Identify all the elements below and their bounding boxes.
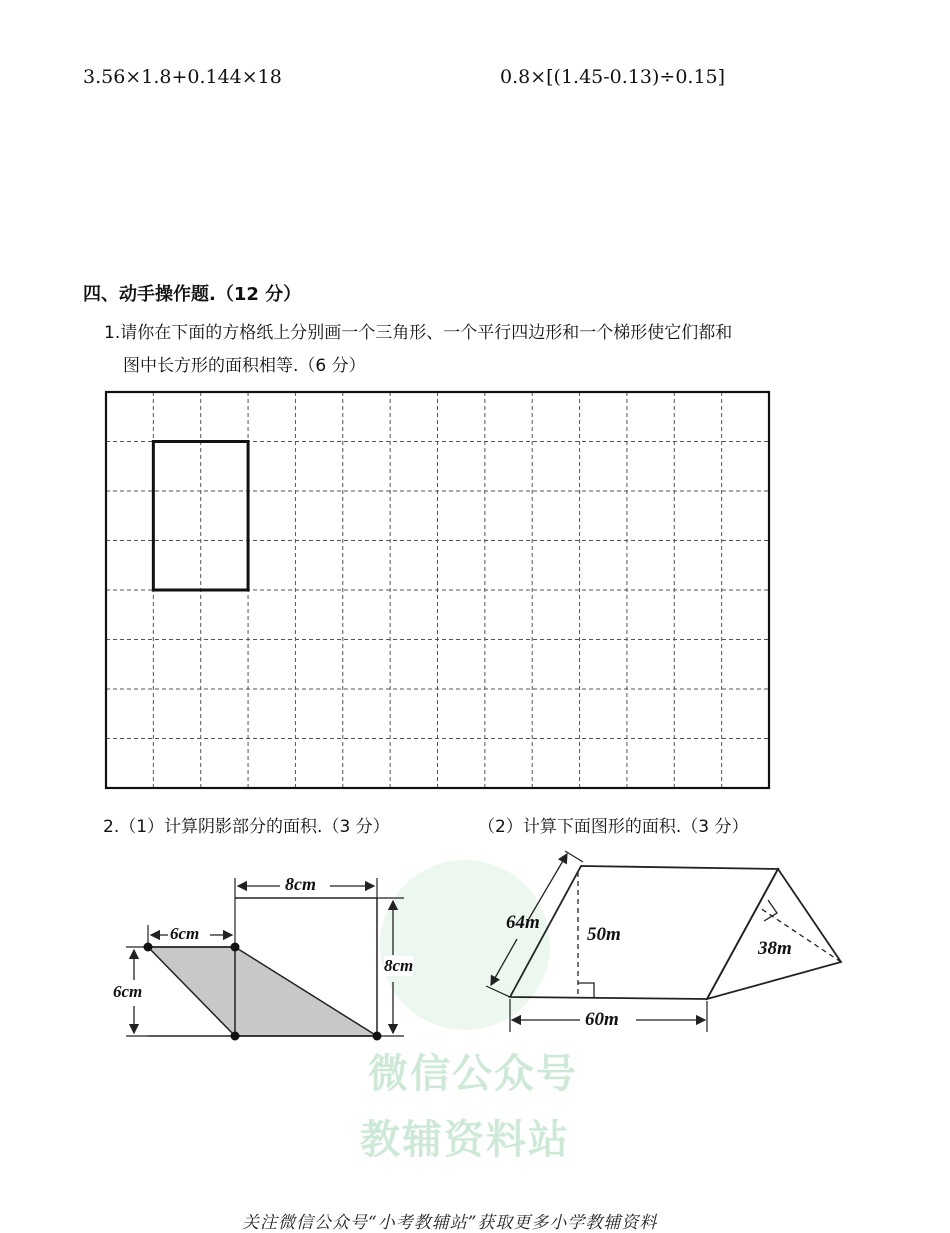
- label-left-width: 6cm: [170, 924, 200, 943]
- question-2-part1: 2.（1）计算阴影部分的面积.（3 分）: [103, 817, 390, 837]
- label-slant: 64m: [506, 912, 540, 933]
- label-tri-height: 38m: [758, 938, 792, 959]
- dim-64m-tick2: [486, 986, 510, 997]
- footer-note: 关注微信公众号“小考教辅站”获取更多小学教辅资料: [242, 1213, 658, 1233]
- dim-64m-b: [491, 939, 517, 985]
- expression-right: 0.8×[(1.45-0.13)÷0.15]: [500, 66, 726, 88]
- question-1-line2: 图中长方形的面积相等.（6 分）: [123, 356, 366, 376]
- watermark-line2: 教辅资料站: [360, 1117, 570, 1163]
- triangle: [707, 869, 841, 999]
- right-angle-mark-1: [578, 983, 594, 997]
- label-base: 60m: [585, 1009, 619, 1030]
- question-2-part2: （2）计算下面图形的面积.（3 分）: [478, 817, 749, 837]
- label-left-height: 6cm: [113, 982, 143, 1001]
- expression-left: 3.56×1.8+0.144×18: [83, 66, 282, 88]
- watermark-line1: 微信公众号: [368, 1051, 578, 1097]
- label-right-height: 8cm: [384, 956, 414, 975]
- right-angle-mark-2: [764, 900, 777, 921]
- label-height: 50m: [587, 924, 621, 945]
- section-title: 四、动手操作题.（12 分）: [83, 284, 302, 305]
- dim-64m-tick1: [565, 851, 583, 862]
- parallelogram: [510, 866, 778, 999]
- label-top-width: 8cm: [285, 874, 316, 894]
- question-1-line1: 1.请你在下面的方格纸上分别画一个三角形、一个平行四边形和一个梯形使它们都和: [104, 323, 733, 343]
